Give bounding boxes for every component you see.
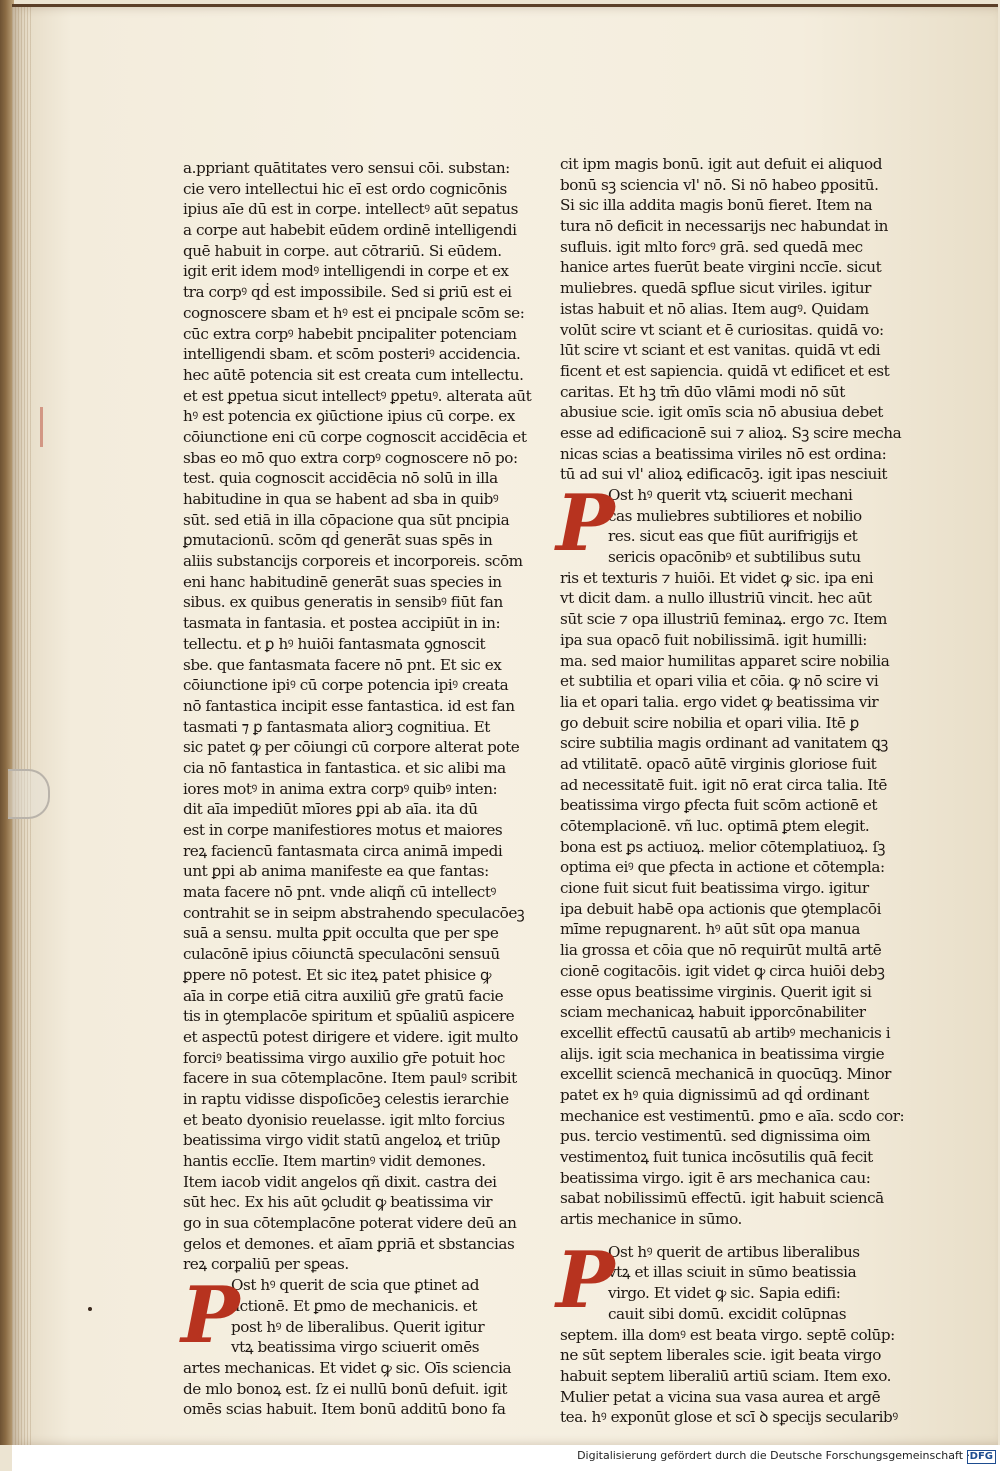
right-paragraph-3 [556,1234,898,1428]
text-line: ad vtilitatē. opacō aūtē virginis gloriose fuit [560,754,877,773]
page-tab-marker [8,769,50,819]
page-gutter-shading [12,7,32,1445]
text-line: optima eiꝰ que ꝑfecta in actione et cōtempla: [560,858,885,877]
text-line: reꝝ faciencū fantasmata circa animā impedi [183,841,503,860]
right-paragraph-2 [556,478,905,1230]
text-line: tasmata in fantasia. et postea accipiūt in in: [183,614,501,633]
text-line: eni hanc habitudinē generāt suas species in [183,572,502,591]
text-line: pus. tercio vestimentū. sed dignissima oim [560,1127,871,1146]
text-line: facere in sua cōtemplacōne. Item paulꝰ scribit [183,1069,517,1088]
text-line: ipa debuit habē opa actionis que ꝯtemplacōi [560,899,882,918]
text-line: mata facere nō pnt. vnde aliqñ cū intellectꝰ [183,883,496,902]
text-line: cōtemplacionē. vñ luc. optimā ꝑtem elegit. [560,817,870,835]
text-line: Ost hꝰ querit de artibus liberalibus [608,1242,860,1261]
text-line: ad necessitatē fuit. igit nō erat circa talia. Itē [560,775,887,794]
text-line: cit ipm magis bonū. igit aut defuit ei aliquod [560,155,882,173]
text-line: Item iacob vidit angelos qñ dixit. castra dei [183,1172,497,1191]
text-line: cōiunctione ipiꝰ cū corpe potencia ipiꝰ creata [183,676,509,695]
text-line: istas habuit et nō alias. Item augꝰ. Quidam [560,299,869,318]
text-line: hec aūtē potencia sit est creata cum intellectu. [183,365,524,384]
text-line: tura nō deficit in necessarijs nec habundat in [560,217,888,236]
text-line: et est ꝑpetua sicut intellectꝰ ꝑpetuꝰ. alterata aūt [183,386,532,405]
text-line: mīme repugnarent. hꝰ aūt sūt opa manua [560,920,860,939]
text-line: dit aīa impediūt mīores ꝑpi ab aīa. ita dū [183,800,478,819]
right-text-column [556,154,905,1428]
text-line: sic patet ꝙ per cōiungi cū corpore alterat pote [183,738,520,757]
text-line: et beato dyonisio reuelasse. igit mlto forcius [183,1110,505,1129]
text-line: hanice artes fuerūt beate virgini nccīe. sicut [560,258,882,277]
text-line: de mlo bonoꝝ est. ſz ei nullū bonū defuit. igit [183,1379,508,1398]
text-line: tū ad sui vl' alioꝝ edificacōꝫ. igit ipas nesciuit [560,465,888,484]
margin-red-mark [40,407,43,447]
text-line: gelos et demones. et aīam ꝑpriā et sbstancias [183,1234,515,1253]
text-line: et aspectū potest dirigere et videre. igit multo [183,1027,518,1046]
text-line: quē habuit in corpe. aut cōtrariū. Si eūdem. [183,241,502,260]
text-line: intelligendi sbam. et scōm posteriꝰ accidencia. [183,345,521,364]
text-line: cognoscere sbam et hꝰ est ei pncipale scōm se: [183,303,525,322]
text-line: ris et texturis ⁊ huiōi. Et videt ꝙ sic. ipa eni [560,568,874,587]
text-line: a corpe aut habebit eūdem ordinē intelligendi [183,221,517,240]
text-line: tra corpꝰ qḋ est impossibile. Sed si ꝑriū est ei [183,283,512,302]
text-line: ma. sed maior humilitas apparet scire nobilia [560,651,890,670]
text-line: sbe. que fantasmata facere nō pnt. Et sic ex [183,655,502,674]
text-line: volūt scire vt sciant et ē curiositas. quidā vo: [560,320,884,339]
text-line: cūc extra corpꝰ habebit pncipaliter potenciam [183,324,517,343]
text-line: cionē cogitacōis. igit videt ꝙ circa huiōi debꝫ [560,961,885,980]
text-line: vt dicit dam. a nullo illustriū vincit. hec aūt [560,589,872,608]
text-line: sūt hec. Ex his aūt ꝯcludit ꝙ beatissima vir [183,1193,493,1212]
text-line: vtꝝ beatissima virgo sciuerit omēs [231,1338,480,1357]
text-line: cauit sibi domū. excidit colūpnas [608,1304,847,1323]
text-line: ꝑmutacionū. scōm qḋ generāt suas spēs in [183,531,493,550]
left-text-column [181,158,532,1420]
text-line: actionē. Et ꝑmo de mechanicis. et [231,1296,478,1315]
text-line: esse ad edificacionē sui ⁊ alioꝝ. Sꝫ scire mecha [560,423,902,442]
text-line: cie vero intellectui hic eī est ordo cognicōnis [183,179,507,198]
text-line: cōiunctione eni cū corpe cognoscit accidēcia et [183,427,527,446]
text-line: mechanice est vestimentū. ꝑmo e aīa. scdo cor: [560,1106,905,1125]
text-line: artis mechanice in sūmo. [560,1210,742,1229]
text-line: tea. hꝰ exponūt glose et scī ꝺ sꝑecijs secularibꝰ [560,1408,898,1427]
digitization-credit: Digitalisierung gefördert durch die Deutsche Forschungsgemeinschaft · [577,1449,970,1462]
text-line: sūt. sed etiā in illa cōpacione qua sūt pncipia [183,510,510,529]
drop-capital-p: P [556,478,615,569]
text-line: ne sūt septem liberales scie. igit beata virgo [560,1346,881,1365]
text-line: habitudine in qua se habent ad sba in quibꝰ [183,490,499,508]
margin-ink-dot [88,1307,92,1311]
text-line: aliis substancijs corporeis et incorporeis. scōm [183,552,523,571]
text-line: virgo. Et videt ꝙ sic. Sapia edifi: [608,1284,841,1303]
text-line: bonū sꝫ sciencia vl' nō. Si nō habeo ꝑpositū. [560,175,879,194]
text-line: ꝑpere nō potest. Et sic iteꝝ patet phisice ꝙ [183,965,491,984]
text-line: igit erit idem modꝰ intelligendi in corpe et ex [183,262,509,281]
text-line: sericis opacōnibꝰ et subtilibus sutu [608,548,861,567]
text-line: in raptu vidisse dispoſicōeꝫ celestis ierarchie [183,1089,509,1108]
text-line: a.ppriant quātitates vero sensui cōi. substan: [183,159,510,177]
text-line: nicas scias a beatissima viriles nō est ordina: [560,444,887,463]
text-line: habuit septem liberaliū artiū sciam. Item exo. [560,1366,892,1385]
text-line: ipa sua opacō fuit nobilissimā. igit humilli: [560,630,867,649]
text-line: test. quia cognoscit accidēcia nō solū in illa [183,469,498,488]
text-line: bona est ꝑs actiuoꝝ. melior cōtemplatiuoꝝ. ſꝫ [560,837,885,856]
text-line: Si sic illa addita magis bonū fieret. Item na [560,196,873,215]
left-paragraph-1 [183,158,532,1275]
text-line: Ost hꝰ querit vtꝝ sciuerit mechani [608,486,853,504]
text-line: Mulier petat a vicina sua vasa aurea et argē [560,1387,881,1406]
text-line: sibus. ex quibus generatis in sensibꝰ fiūt fan [183,593,503,612]
text-line: beatissima virgo ꝑfecta fuit scōm actionē et [560,796,878,815]
text-line: septem. illa domꝰ est beata virgo. septē colūp: [560,1325,895,1344]
text-line: lia grossa et cōia que nō requirūt multā artē [560,941,882,960]
text-line: beatissima virgo. igit ē ars mechanica cau: [560,1168,871,1187]
text-line: lūt scire vt sciant et est vanitas. quidā vt edi [560,341,881,360]
text-line: scire subtilia magis ordinant ad vanitatem ꝗꝫ [560,734,888,753]
text-line: sūt scie ⁊ opa illustriū feminaꝝ. ergo ⁊c. Item [560,610,887,629]
text-line: sabat nobilissimū effectū. igit habuit sciencā [560,1189,884,1208]
text-line: est in corpe manifestiores motus et maiores [183,821,503,839]
text-line: suā a sensu. multa ꝑpit occulta que per spe [183,924,499,943]
right-paragraph-1 [560,154,902,485]
text-line: caritas. Et hꝫ tm̄ dūo vlāmi modi nō sūt [560,382,845,401]
text-line: forciꝰ beatissima virgo auxilio gr̄e potuit hoc [183,1048,505,1067]
text-line: reꝝ corꝑaliū per sꝑeas. [183,1255,349,1274]
text-line: hꝰ est potencia ex ꝯiūctione ipius cū corpe. ex [183,407,515,426]
text-line: post hꝰ de liberalibus. Querit igitur [231,1317,485,1336]
text-line: sciam mechanicaꝝ habuit iꝑporcōnabiliter [560,1003,866,1022]
drop-capital-p: P [181,1270,240,1362]
text-line: hantis ecclīe. Item martinꝰ vidit demones. [183,1152,486,1170]
text-line: contrahit se in seipm abstrahendo speculacōeꝫ [183,903,525,922]
text-line: lia et opari talia. ergo videt ꝙ beatissima vir [560,692,879,711]
text-line: cione fuit sicut fuit beatissima virgo. igitur [560,879,869,898]
text-line: cas muliebres subtiliores et nobilio [608,506,862,525]
text-line: tis in ꝯtemplacōe spiritum et spūaliū aspicere [183,1007,515,1026]
text-line: beatissima virgo vidit statū angeloꝝ et triūp [183,1131,501,1150]
text-line: iores motꝰ in anima extra corpꝰ quibꝰ inten: [183,779,498,798]
text-line: res. sicut eas que fiūt aurifrigijs et [608,527,858,546]
text-line: et subtilia et opari vilia et cōia. ꝙ nō scire vi [560,672,879,691]
text-line: unt ꝑpi ab anima manifeste ea que fantas: [183,862,489,881]
drop-capital-p: P [556,1234,615,1326]
text-line: nō fantastica incipit esse fantastica. id est fan [183,696,515,715]
text-line: patet ex hꝰ quia dignissimū ad qḋ ordinant [560,1085,869,1104]
text-line: muliebres. quedā sꝑflue sicut viriles. igitur [560,279,871,298]
text-line: vtꝝ et illas sciuit in sūmo beatissia [608,1263,857,1282]
left-paragraph-2 [181,1270,512,1420]
text-line: artes mechanicas. Et videt ꝙ sic. Oīs sciencia [183,1358,512,1377]
text-line: tasmati ⁊ ꝑ fantasmata aliorꝫ cognitiua. Et [183,717,490,736]
text-line: esse opus beatissime virginis. Querit igit si [560,982,872,1001]
text-line: sbas eo mō quo extra corpꝰ cognoscere nō po: [183,448,518,467]
text-line: go debuit scire nobilia et opari vilia. Itē ꝑ [560,713,859,732]
text-line: cia nō fantastica in fantastica. et sic alibi ma [183,758,506,777]
text-line: aīa in corpe etiā citra auxiliū gr̄e gratū facie [183,986,504,1005]
text-line: alijs. igit scia mechanica in beatissima virgie [560,1044,885,1063]
text-line: culacōnē ipius cōiunctā speculacōni sensuū [183,945,500,964]
text-line: vestimentoꝝ fuit tunica incōsutilis quā fecit [560,1148,873,1166]
text-line: Ost hꝰ querit de scia que ꝑtinet ad [231,1276,480,1295]
text-line: omēs scias habuit. Item bonū additū bono fa [183,1400,506,1419]
text-line: ficent et est sapiencia. quidā vt edificet et est [560,361,890,380]
text-line: tellectu. et ꝑ hꝰ huiōi fantasmata ꝯgnoscit [183,634,486,653]
text-line: sufluis. igit mlto forcꝰ grā. sed quedā mec [560,237,863,256]
text-line: excellit effectū causatū ab artibꝰ mechanicis i [560,1023,891,1042]
text-line: go in sua cōtemplacōne poterat videre deū an [183,1214,517,1233]
text-line: excellit sciencā mechanicā in quocūqꝫ. Minor [560,1065,891,1084]
dfg-logo: DFG [967,1450,996,1464]
text-line: abusiue scie. igit omīs scia nō abusiua debet [560,403,883,422]
text-line: ipius aīe dū est in corpe. intellectꝰ aūt sepatus [183,200,518,219]
